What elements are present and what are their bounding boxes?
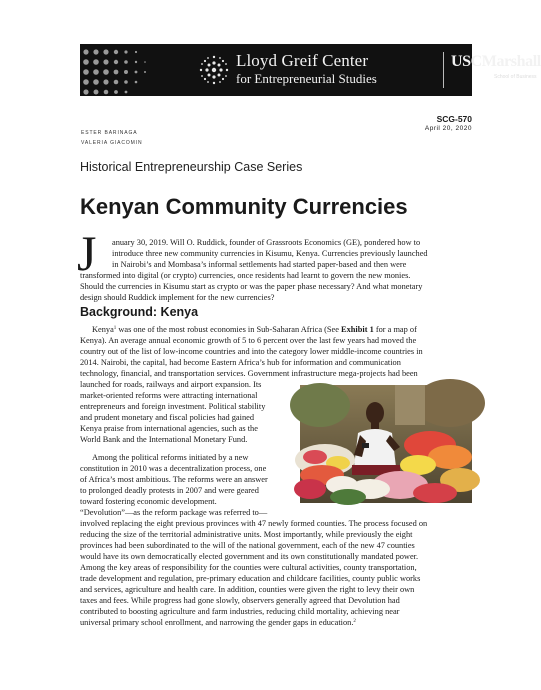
flower-vendor-photo — [300, 385, 472, 503]
footnote-ref: 1 — [113, 326, 117, 331]
intro-line: Should the currencies in Kisumu start as crypto or was the paper phase necessary? And what monetary — [80, 282, 423, 291]
author-name: ESTER BARINAGA — [81, 130, 138, 136]
body-line: to prolonged deadly protests in 2007 and were geared — [80, 486, 259, 495]
body-line: and prudent monetary and fiscal policies had gained — [80, 413, 255, 422]
body-line: launched for roads, railways and airport expansion. Its — [80, 380, 262, 389]
body-line: 2014. Nairobi, the capital, had become Eastern Africa’s hub for information and communication — [80, 358, 401, 367]
center-subtitle: for Entrepreneurial Studies — [236, 71, 377, 86]
flower-vendor-illustration — [300, 385, 472, 503]
body-line: contributed to boosting agriculture and farm industries, reducing child mortality, achieving near — [80, 607, 400, 616]
dot-pattern-graphic — [80, 44, 150, 96]
case-date: April 20, 2020 — [424, 125, 472, 132]
body-line: constitution in 2010 was a decentralization process, one — [80, 464, 267, 473]
intro-line: anuary 30, 2019. Will O. Ruddick, founder of Grassroots Economics (GE), pondered how to — [112, 238, 421, 247]
body-line: Among the key areas of responsibility for the counties were cultural activities, county transportation, — [80, 563, 417, 572]
section-heading: Background: Kenya — [80, 305, 199, 319]
header-banner — [80, 44, 541, 96]
body-line: toward fostering economic development. — [80, 497, 217, 506]
body-line: technology, financial, and transportation services. Government infrastructure mega-projects had been — [80, 369, 418, 378]
drop-cap: J — [77, 225, 97, 281]
case-number: SCG-570 — [436, 114, 472, 124]
body-line: Kenya). An average annual economic growth of 5 to 6 percent over the last few years had moved the — [80, 336, 417, 345]
body-line: entrepreneurs and foreign investment. Political stability — [80, 402, 266, 411]
body-line: market-oriented reforms were attracting international — [80, 391, 258, 400]
body-line: universal primary school enrollment, and narrowing the gender gaps in education.$^2$ — [80, 618, 356, 627]
intro-line: introduce three new community currencies in Kisumu, Kenya. Currencies previously launched — [112, 249, 428, 258]
body-line: “Devolution”—as the reform package was referred to— — [80, 508, 268, 517]
body-line: Kenya$^1$ was one of the most robust economies in Sub-Saharan Africa (See Exhibit 1 for a map of — [92, 325, 417, 334]
school-subtitle: School of Business — [494, 74, 537, 80]
body-line: provinces had been subordinated to the will of the national government, each of the new 47 counties — [80, 541, 415, 550]
intro-line: in Nairobi’s and Mombasa’s informal settlements had started paper-based and then were — [112, 260, 407, 269]
school-name: USCMarshall — [451, 53, 541, 70]
series-title: Historical Entrepreneurship Case Series — [80, 160, 303, 174]
body-line: involved replacing the eight previous provinces with 47 newly formed counties. The process focused on — [80, 519, 428, 528]
body-line: trade development and regulation, pre-primary education and childcare facilities, county public works — [80, 574, 421, 583]
intro-line: transformed into digital (or crypto) currencies, once residents had learnt to govern the new monies. — [80, 271, 411, 280]
center-name: Lloyd Greif Center — [236, 51, 369, 70]
exhibit-ref: Exhibit 1 — [341, 325, 374, 334]
body-line: taxes and fees. While progress had gone slowly, observers generally agreed that Devolution had — [80, 596, 400, 605]
author-name: VALERIA GIACOMIN — [81, 140, 143, 146]
body-line: World Bank and the International Monetary Fund. — [80, 435, 248, 444]
body-line: would have its own democratically elected government and its own constitutionally mandated power. — [80, 552, 419, 561]
body-line: Kenya praise from international agencies, such as the — [80, 424, 258, 433]
body-line: Among the political reforms initiated by a new — [92, 453, 249, 462]
banner-divider — [443, 52, 444, 88]
greif-seal-logo — [197, 53, 231, 87]
body-line: reducing the size of the territorial administrative units. Most importantly, while previously the eight — [80, 530, 413, 539]
document-title: Kenyan Community Currencies — [80, 194, 408, 219]
intro-line: design should Ruddick implement for the new currencies? — [80, 293, 275, 302]
body-line: and services, agriculture and health care. In addition, counties were given the right to levy their own — [80, 585, 415, 594]
body-line: of Africa’s most ambitious. The reforms were an answer — [80, 475, 268, 484]
body-line: country out of the list of low-income countries and into the category lower middle-income countries in — [80, 347, 423, 356]
footnote-ref: 2 — [353, 619, 356, 624]
